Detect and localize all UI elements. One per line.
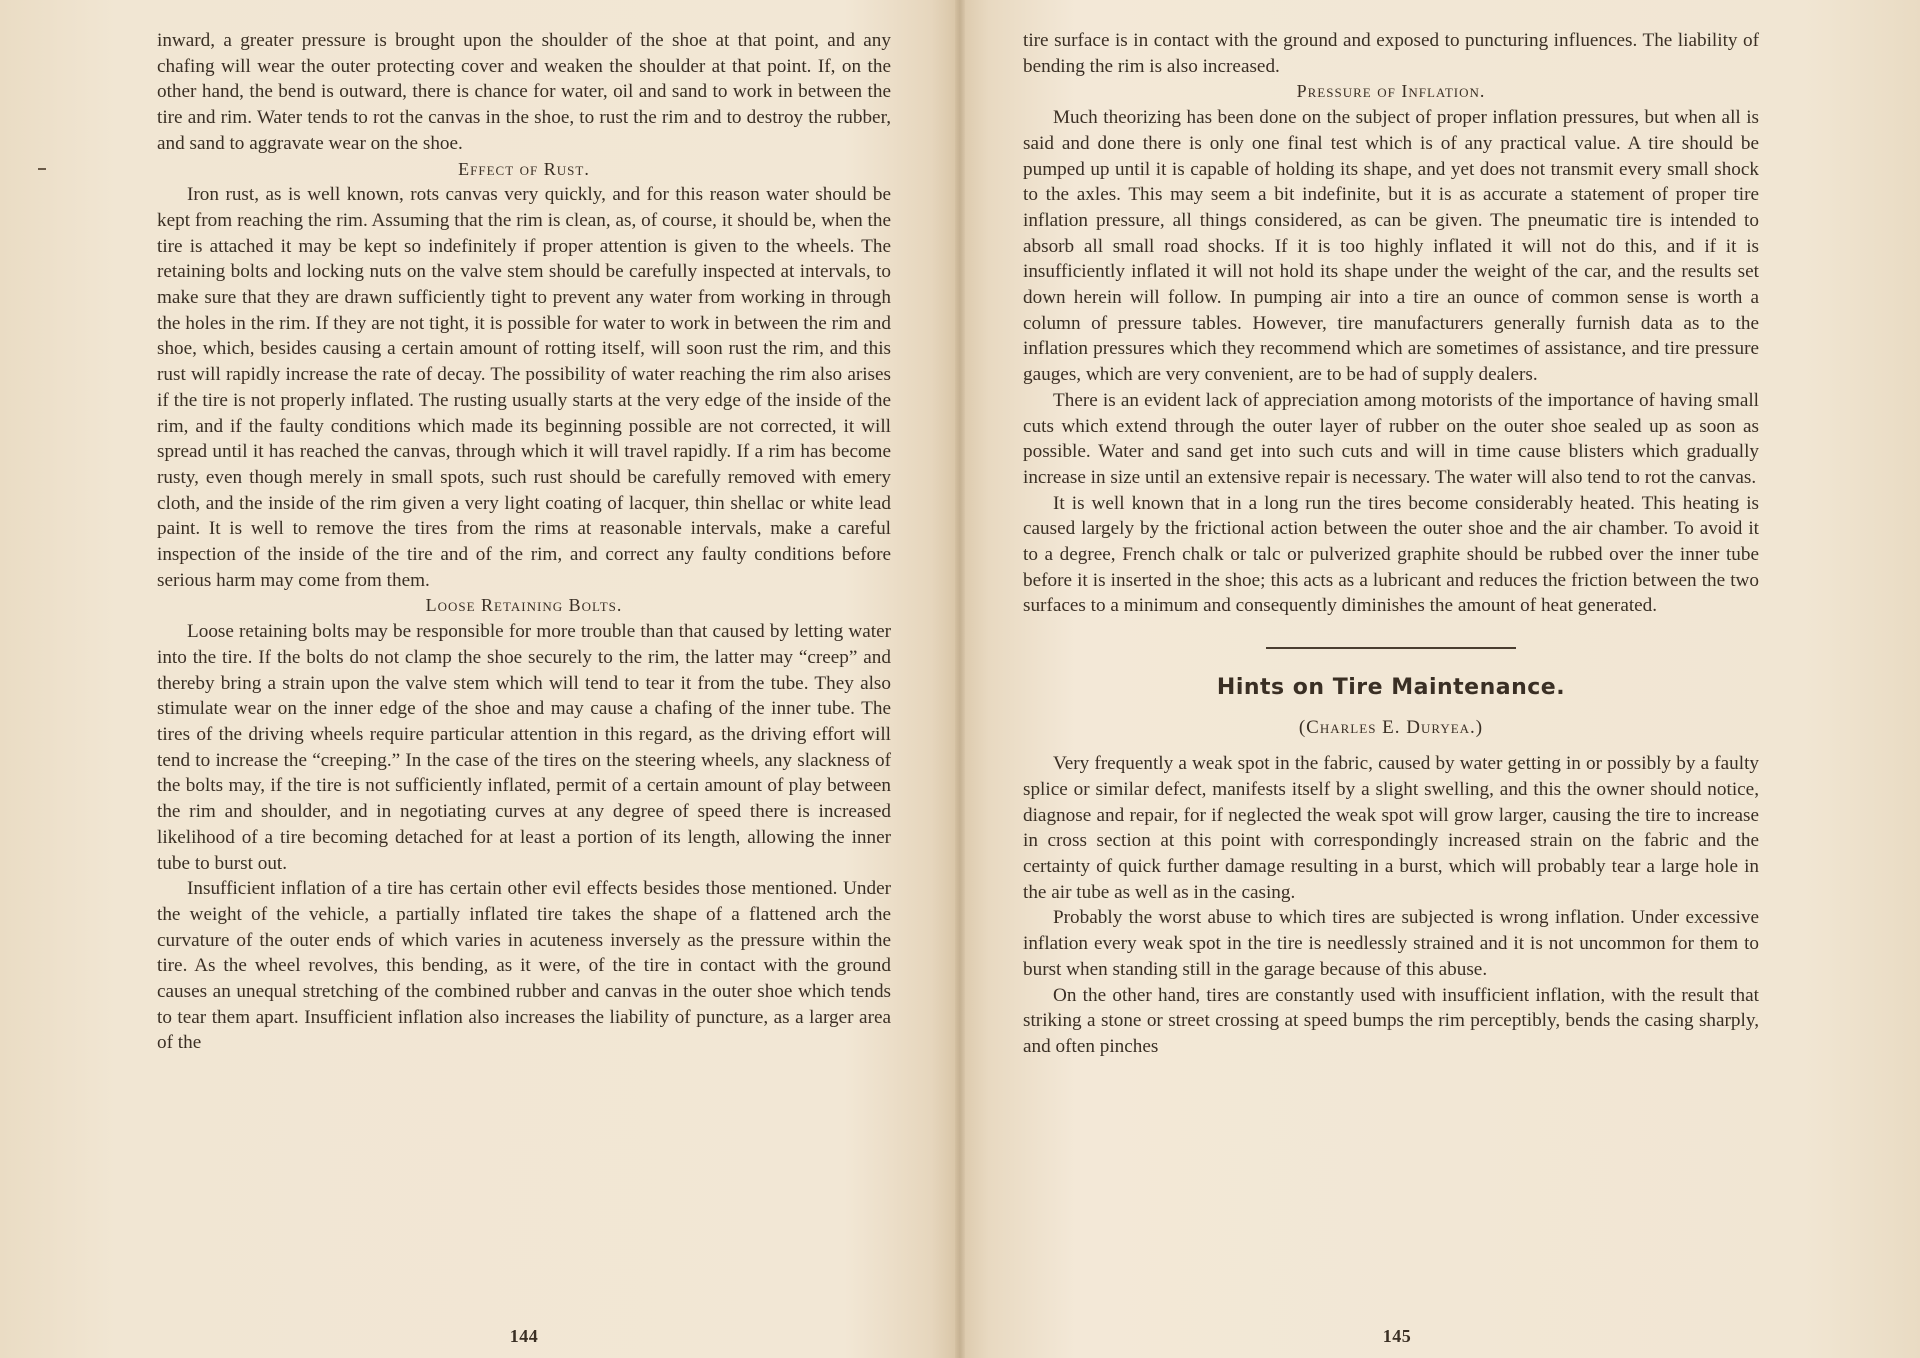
section-heading-bolts: Loose Retaining Bolts.: [425, 595, 623, 616]
paragraph: inward, a greater pressure is brought upon the shoulder of the shoe at that point, and any chafing will wear the outer protecting cover and weaken the shoulder at that point. If, on the other hand, the bend is outward, there is chance for water, oil and sand to work in between the tire and rim. Water tends to rot the canvas in the shoe, to rust the rim and to destroy the rubber, and sand to aggravate wear on the shoe.: [157, 30, 891, 154]
right-page-text: [1023, 28, 1759, 1060]
paragraph: Very frequently a weak spot in the fabric, caused by water getting in or possibly by a faulty splice or similar defect, manifests itself by a slight swelling, and this the owner should notice, diagnose and repair, for if neglected the weak spot will grow larger, causing the tire to increase in cross section at this point with correspondingly increased strain on the fabric and the certainty of quick further damage resulting in a burst, which will probably tear a large hole in the air tube as well as in the casing.: [1023, 753, 1759, 903]
paragraph: It is well known that in a long run the tires become considerably heated. This heating is caused largely by the frictional action between the outer shoe and the air chamber. To avoid it to a degree, French chalk or talc or pulverized graphite should be rubbed over the inner tube before it is inserted in the shoe; this acts as a lubricant and reduces the friction between the two surfaces to a minimum and consequently diminishes the amount of heat generated.: [1023, 492, 1759, 617]
book-gutter: [955, 0, 965, 1358]
right-page: [1023, 28, 1759, 1060]
section-heading-rust: Effect of Rust.: [458, 158, 590, 179]
page-number-right: 145: [1382, 1326, 1412, 1346]
section-divider: [1266, 647, 1516, 649]
paragraph: Loose retaining bolts may be responsible for more trouble than that caused by letting water into the tire. If the bolts do not clamp the shoe securely to the rim, the latter may “creep” and thereby bring a strain upon the valve stem which will tend to tear it from the tube. They also stimulate wear on the inner edge of the shoe and may cause a chafing of the inner tube. The tires of the driving wheels require particular attention in this regard, as the driving effort will tend to increase the “creeping.” In the case of the tires on the steering wheels, any slackness of the bolts may, if the tire is not sufficiently inflated, permit of a certain amount of play between the rim and shoulder, and in negotiating curves at any degree of speed there is increased likelihood of a tire becoming detached for at least a portion of its length, allowing the inner tube to burst out.: [157, 621, 891, 874]
paragraph: On the other hand, tires are constantly used with insufficient inflation, with the result that striking a stone or street crossing at speed bumps the rim perceptibly, bends the casing sharply, and often pinches: [1023, 984, 1759, 1057]
paragraph: Insufficient inflation of a tire has certain other evil effects besides those mentioned. Under the weight of the vehicle, a partially inflated tire takes the shape of a flattened arch the curvature of the outer ends of which varies in acuteness inversely as the pressure within the tire. As the wheel revolves, this bending, as it were, of the tire in contact with the ground causes an unequal stretching of the combined rubber and canvas in the outer shoe which tends to tear them apart. Insufficient inflation also increases the liability of puncture, as a larger area of the: [157, 878, 891, 1054]
left-page: [157, 28, 891, 1056]
paragraph: There is an evident lack of appreciation among motorists of the importance of having small cuts which extend through the outer layer of rubber on the outer shoe sealed up as soon as possible. Water and sand get into such cuts and will in time cause blisters which gradually increase in size until an extensive repair is necessary. The water will also tend to rot the canvas.: [1023, 389, 1759, 488]
page-number-left: 144: [509, 1326, 539, 1346]
margin-mark: [38, 168, 46, 170]
article-author: (Charles E. Duryea.): [1298, 717, 1484, 739]
paragraph: tire surface is in contact with the ground and exposed to puncturing influences. The liability of bending the rim is also increased.: [1023, 30, 1759, 77]
paragraph: Iron rust, as is well known, rots canvas very quickly, and for this reason water should be kept from reaching the rim. Assuming that the rim is clean, as, of course, it should be, when the tire is attached it may be kept so indefinitely if proper attention is given to the wheels. The retaining bolts and locking nuts on the valve stem should be carefully inspected at intervals, to make sure that they are drawn sufficiently tight to prevent any water from working in through the holes in the rim. If they are not tight, it is possible for water to work in between the rim and shoe, which, besides causing a certain amount of rotting itself, will soon rust the rim, and this rust will rapidly increase the rate of decay. The possibility of water reaching the rim also arises if the tire is not properly inflated. The rusting usually starts at the very edge of the inside of the rim, and if the faulty conditions which made its beginning possible are not corrected, it will spread until it has reached the canvas, through which it will travel rapidly. If a rim has become rusty, even though merely in small spots, such rust should be carefully removed with emery cloth, and the inside of the rim given a very light coating of lacquer, thin shellac or white lead paint. It is well to remove the tires from the rims at reasonable intervals, make a careful inspection of the inside of the tire and of the rim, and correct any faulty conditions before serious harm may come from them.: [157, 184, 891, 591]
left-page-text: [157, 28, 891, 1056]
section-heading-inflation: Pressure of Inflation.: [1296, 81, 1486, 102]
article-title: Hints on Tire Maintenance.: [1216, 675, 1566, 701]
paragraph: Much theorizing has been done on the subject of proper inflation pressures, but when all is said and done there is only one final test which is of any practical value. A tire should be pumped up until it is capable of holding its shape, and yet does not transmit every small shock to the axles. This may seem a bit indefinite, but it is as accurate a statement of proper tire inflation pressure, all things considered, as can be given. The pneumatic tire is intended to absorb all small road shocks. If it is too highly inflated it will not do this, and if it is insufficiently inflated it will not hold its shape under the weight of the car, and the results set down herein will follow. In pumping air into a tire an ounce of common sense is worth a column of pressure tables. However, tire manufacturers generally furnish data as to the inflation pressures which they recommend which are sometimes of assistance, and tire pressure gauges, which are very convenient, are to be had of supply dealers.: [1023, 107, 1759, 386]
paragraph: Probably the worst abuse to which tires are subjected is wrong inflation. Under excessive inflation every weak spot in the tire is needlessly strained and it is not uncommon for them to burst when standing still in the garage because of this abuse.: [1023, 907, 1759, 980]
